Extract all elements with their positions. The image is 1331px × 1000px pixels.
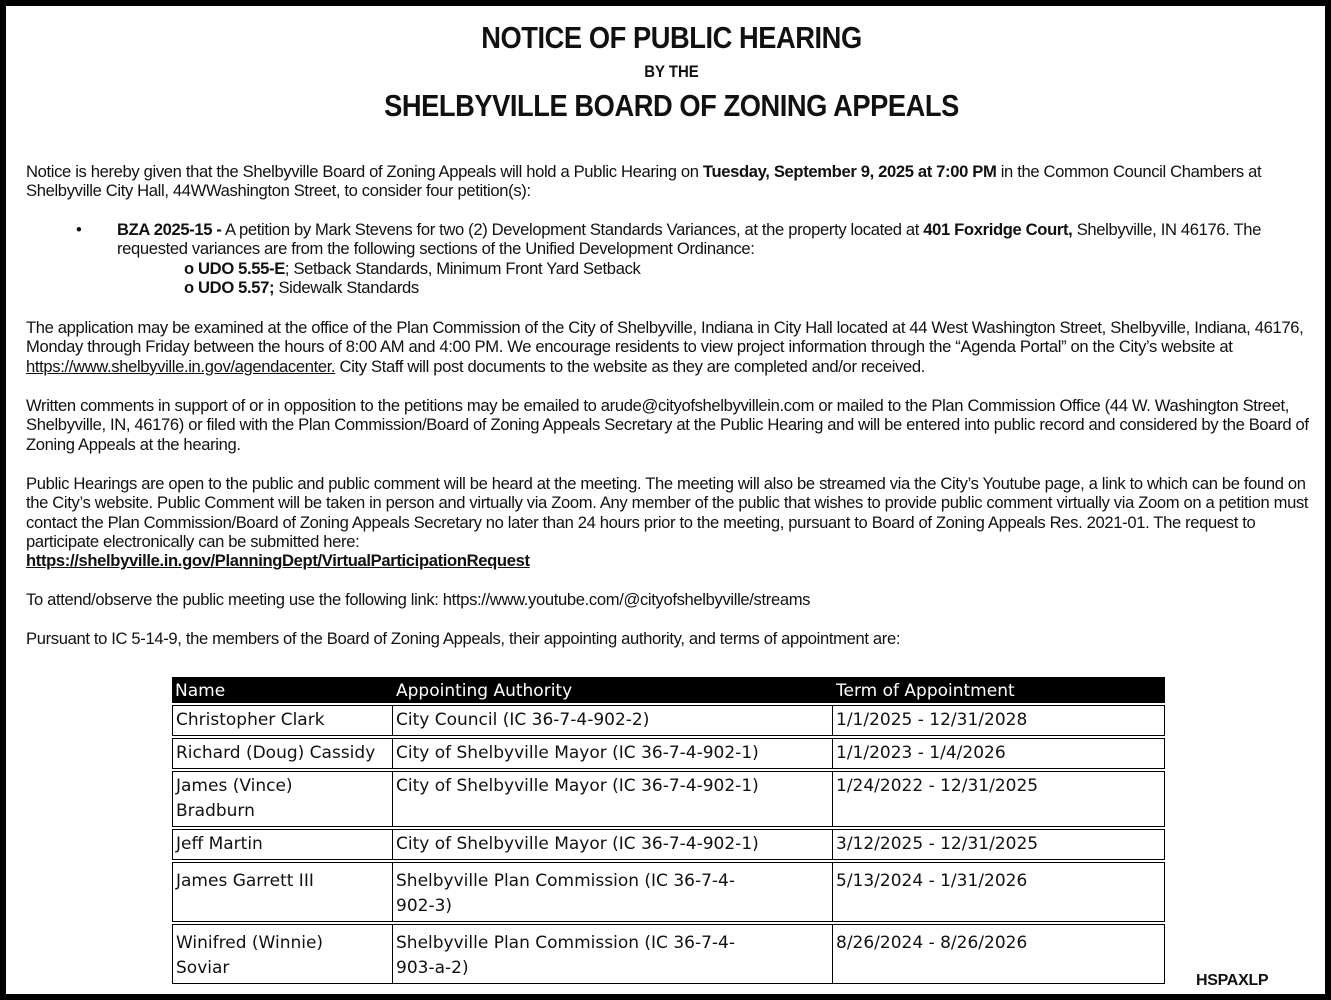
bullet-icon: • — [76, 220, 82, 239]
member-name: James Garrett III — [172, 862, 393, 922]
member-name: Winifred (Winnie) Soviar — [172, 924, 393, 984]
application-paragraph: The application may be examined at the office of the Plan Commission of the City of Shelbyville, Indiana in City Hall located at 44 West Washington Street, Shelbyville, Indiana, 46176, Monday through Friday between the hours of 8:00 AM and 4:00 PM. We encourage residents to view project information through the “Agenda Portal” on the City’s website at https://www.shelbyville.in.gov/agendacenter. City Staff will post documents to the website as they are completed and/or received. — [26, 318, 1304, 376]
member-authority: City of Shelbyville Mayor (IC 36-7-4-902-1) — [393, 738, 833, 769]
member-term: 8/26/2024 - 8/26/2026 — [833, 924, 1165, 984]
member-name: Jeff Martin — [172, 829, 393, 860]
member-authority: City of Shelbyville Mayor (IC 36-7-4-902-1) — [393, 829, 833, 860]
notice-frame: NOTICE OF PUBLIC HEARING BY THE SHELBYVILLE BOARD OF ZONING APPEALS Notice is hereby given that the Shelbyville Board of Zoning Appeals will hold a Public Hearing on Tuesday, September 9, 2025 at 7:00 PM in the Common Council Chambers at Shelbyville City Hall, 44WWashington Street, to consider four petition(s): • BZA 2025-15 - A petition by Mark Stevens for two (2) Development Standards Variances, at the property located at 401 Foxridge Court, Shelbyville, IN 46176. The requested variances are from the following sections of the Unified Development Ordinance: o UDO 5.55-E; Setback Standards, Minimum Front Yard Setback o UDO 5.57; Sidewalk Standards The application may be examined at the office of the Plan Commission of the City of Shelbyville, Indiana in City Hall located at 44 West Washington Street, Shelbyville, Indiana, 46176, Monday through Friday between the hours of 8:00 AM and 4:00 PM. We encourage residents to view project information through the “Agenda Portal” on the City’s website at https://www.shelbyville.in.gov/agendacenter. City Staff will post documents to the website as they are completed and/or received. Written comments in support of or in opposition to the petitions may be emailed to arude@cityofshelbyvillein.com or mailed to the Plan Commission Office (44 W. Washington Street, Shelbyville, IN, 46176) or filed with the Plan Commission/Board of Zoning Appeals Secretary at the Public Hearing and will be entered into public record and considered by the Board of Zoning Appeals at the hearing. Public Hearings are open to the public and public comment will be heard at the meeting. The meeting will also be streamed via the City’s Youtube page, a link to which can be found on the City’s website. Public Comment will be taken in person and virtually via Zoom. Any member of the public that wishes to provide public comment virtually via Zoom on a petition must contact the Plan Commission/Board of Zoning Appeals Secretary no later than 24 hours prior to the meeting, pursuant to Board of Zoning Appeals Res. 2021-01. The request to participate electronically can be submitted here: https://shelbyville.in.gov/PlanningDept/VirtualParticipationRequest To attend/observe the public meeting use the following link: https://www.youtube.com/@cityofshelbyville/streams Pursuant to IC 5-14-9, the members of the Board of Zoning Appeals, their appointing authority, and terms of appointment are: Name Appointing Authority Term of Appointment Christopher Clark City Council (IC 36-7-4-902-2) 1/1/2025 - 12/31/2028 Richard (Doug) Cassidy City of Shelbyville Mayor (IC 36-7-4-902-1) 1/1/2023 - 1/4/2026 James (Vince) Bradburn City of Shelbyville Mayor (IC 36-7-4-902-1) 1/24/2022 - 12/31/2025 Jeff Martin City of Shelbyville Mayor (IC 36-7-4-902-1) 3/12/2025 - 12/31/2025 James Garrett III Shelbyville Plan Commission (IC 36-7-4-902-3) 5/13/2024 - 1/31/2026 Winifred (Winnie) Soviar Shelbyville Plan Commission (IC 36-7-4-903-a-2) 8/26/2024 - 8/26/2026 HSPAXLP — [0, 0, 1331, 1000]
member-name: Richard (Doug) Cassidy — [172, 738, 393, 769]
member-authority: City Council (IC 36-7-4-902-2) — [393, 705, 833, 736]
notice-title: NOTICE OF PUBLIC HEARING — [481, 20, 862, 55]
member-term: 3/12/2025 - 12/31/2025 — [833, 829, 1165, 860]
column-header-authority: Appointing Authority — [393, 677, 833, 703]
petition-id: BZA 2025-15 - — [117, 220, 222, 239]
member-authority: Shelbyville Plan Commission (IC 36-7-4-902-3) — [393, 862, 833, 922]
table-row — [172, 705, 1165, 736]
table-row — [172, 829, 1165, 860]
member-authority: City of Shelbyville Mayor (IC 36-7-4-902-1) — [393, 771, 833, 827]
member-name: James (Vince) Bradburn — [172, 771, 393, 827]
board-title: SHELBYVILLE BOARD OF ZONING APPEALS — [384, 88, 959, 123]
pursuant-paragraph: Pursuant to IC 5-14-9, the members of the Board of Zoning Appeals, their appointing authority, and terms of appointment are: — [26, 629, 901, 648]
hearings-paragraph: Public Hearings are open to the public and public comment will be heard at the meeting. The meeting will also be streamed via the City’s Youtube page, a link to which can be found on the City’s website. Public Comment will be taken in person and virtually via Zoom. Any member of the public that wishes to provide public comment virtually via Zoom on a petition must contact the Plan Commission/Board of Zoning Appeals Secretary no later than 24 hours prior to the meeting, pursuant to Board of Zoning Appeals Res. 2021-01. The request to participate electronically can be submitted here: https://shelbyville.in.gov/PlanningDept/VirtualParticipationRequest — [26, 474, 1309, 571]
udo-section-item: o UDO 5.55-E; Setback Standards, Minimum Front Yard Setback — [184, 259, 641, 278]
petition-address: 401 Foxridge Court, — [923, 220, 1073, 239]
member-term: 1/1/2023 - 1/4/2026 — [833, 738, 1165, 769]
column-header-name: Name — [172, 677, 393, 703]
member-term: 5/13/2024 - 1/31/2026 — [833, 862, 1165, 922]
attend-paragraph: To attend/observe the public meeting use the following link: https://www.youtube.com/@cityofshelbyville/streams — [26, 590, 811, 609]
member-term: 1/1/2025 - 12/31/2028 — [833, 705, 1165, 736]
member-authority: Shelbyville Plan Commission (IC 36-7-4-903-a-2) — [393, 924, 833, 984]
member-name: Christopher Clark — [172, 705, 393, 736]
table-row — [172, 862, 1165, 922]
intro-paragraph: Notice is hereby given that the Shelbyville Board of Zoning Appeals will hold a Public Hearing on Tuesday, September 9, 2025 at 7:00 PM in the Common Council Chambers at Shelbyville City Hall, 44WWashington Street, to consider four petition(s): — [26, 162, 1262, 201]
column-header-term: Term of Appointment — [833, 677, 1165, 703]
members-table — [172, 675, 1165, 986]
comments-paragraph: Written comments in support of or in opposition to the petitions may be emailed to arude@cityofshelbyvillein.com or mailed to the Plan Commission Office (44 W. Washington Street, Shelbyville, IN, 46176) or filed with the Plan Commission/Board of Zoning Appeals Secretary at the Public Hearing and will be entered into public record and considered by the Board of Zoning Appeals at the hearing. — [26, 396, 1309, 454]
publication-code: HSPAXLP — [1196, 972, 1269, 989]
table-header-row — [172, 677, 1165, 703]
notice-subtitle: BY THE — [644, 62, 699, 81]
table-row — [172, 738, 1165, 769]
agenda-center-link[interactable]: https://www.shelbyville.in.gov/agendacenter. — [26, 356, 336, 376]
udo-section-item: o UDO 5.57; Sidewalk Standards — [184, 278, 419, 297]
member-term: 1/24/2022 - 12/31/2025 — [833, 771, 1165, 827]
table-row — [172, 771, 1165, 827]
table-row — [172, 924, 1165, 984]
virtual-participation-link[interactable]: https://shelbyville.in.gov/PlanningDept/VirtualParticipationRequest — [26, 551, 530, 571]
hearing-date: Tuesday, September 9, 2025 at 7:00 PM — [702, 162, 997, 181]
